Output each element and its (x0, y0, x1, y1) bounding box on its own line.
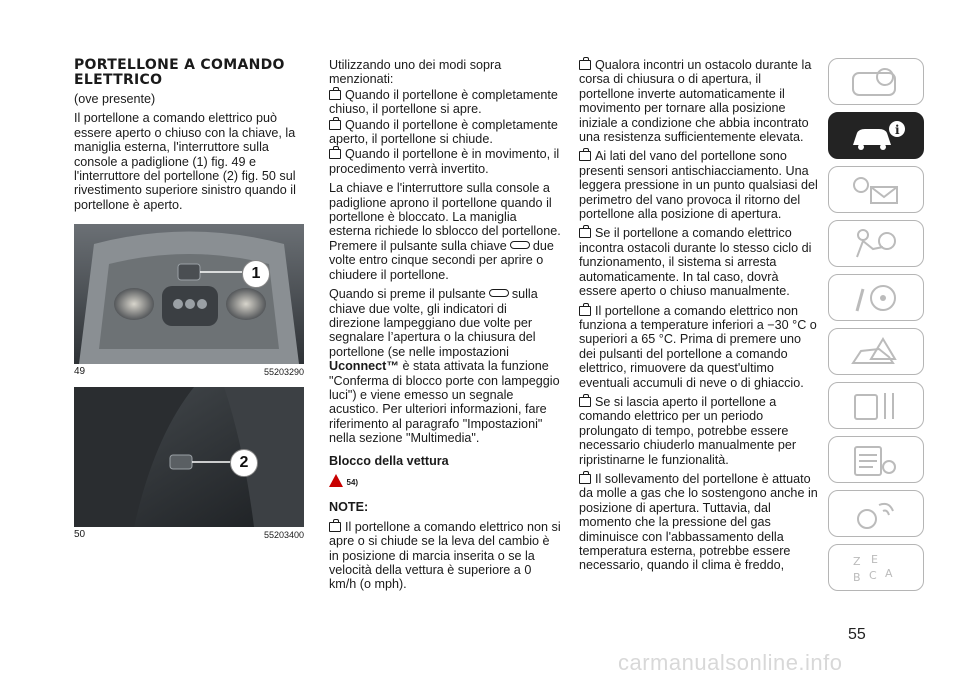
tab-emergency[interactable] (828, 328, 924, 375)
svg-text:E: E (871, 553, 878, 566)
tab-warning-lights[interactable] (828, 166, 924, 213)
callout-2: 2 (230, 449, 258, 477)
figure-code: 55203290 (263, 367, 304, 378)
callout-1: 1 (242, 260, 270, 288)
heading-lock: Blocco della vettura (329, 453, 449, 468)
figure-number: 49 (74, 366, 86, 378)
note-paragraph: Il portellone a comando elettrico non si apre o si chiude se la leva del cambio è in posizione di marcia inserita o se la velocità della vettura è superiore a 0 km/h (o mph). (329, 519, 561, 592)
section-title: PORTELLONE A COMANDO ELETTRICO (74, 57, 285, 88)
bullet-icon (579, 474, 591, 484)
list-item: Quando il portellone è completamente chiuso, il portellone si apre. (329, 87, 558, 117)
warning-lights-icon (849, 173, 905, 207)
watermark: carmanualsonline.info (618, 650, 843, 675)
overhead-console-photo (74, 224, 304, 364)
chapter-tabs (828, 58, 926, 598)
paragraph-key: La chiave e l'interruttore sulla console a padiglione aprono il portellone quando il portellone è bloccato. La maniglia esterna richiede lo sblocco del portellone. Premere il pulsante sulla chiave due volte entro cinque secondi per aprire o chiudere il portellone. (329, 181, 561, 282)
column-middle (329, 58, 561, 597)
car-info-icon (849, 119, 905, 153)
list-item: Se si lascia aperto il portellone a comando elettrico per un periodo prolungato di tempo, potrebbe essere necessario chiuderlo manualmente per ripristinarne le funzionalità. (579, 394, 797, 467)
tab-service-tools[interactable] (828, 382, 924, 429)
svg-text:B: B (853, 571, 861, 584)
steering-wheel-icon (849, 281, 905, 315)
section-subtitle: (ove presente) (74, 92, 156, 106)
multimedia-icon (849, 497, 905, 531)
key-unlock-icon (489, 289, 509, 297)
list-item: Quando il portellone è completamente aperto, il portellone si chiude. (329, 117, 558, 147)
tab-index[interactable] (828, 544, 924, 591)
figure-overhead-console (74, 224, 304, 364)
list-item: Se il portellone a comando elettrico incontra ostacoli durante lo stesso ciclo di funzionamento, il sistema si arresta automaticamente. In tal caso, dovrà essere aperto o chiuso manualmente. (579, 226, 812, 299)
column-right (579, 58, 819, 578)
bullet-icon (329, 522, 341, 532)
list-item: Il portellone a comando elettrico non funziona a temperature inferiori a −30 °C o superiori a 65 °C. Prima di premere uno dei pulsanti del portellone a comando elettrico, rimuovere da quest'ultimo eventuali accumuli di neve o di ghiaccio. (579, 303, 817, 390)
list-item: Il sollevamento del portellone è attuato da molle a gas che lo sostengono anche in posizione di apertura. Tuttavia, dal momento che la pressione del gas diminuisce con l'abbassamento della temperatura esterna, potrebbe essere necessario, quando il clima è freddo, (579, 471, 818, 573)
lead-paragraph: Utilizzando uno dei modi sopra menzionati: (329, 58, 502, 87)
bullet-icon (579, 151, 591, 161)
figure-number: 50 (74, 529, 86, 541)
tab-multimedia[interactable] (828, 490, 924, 537)
tab-airbag-safety[interactable] (828, 220, 924, 267)
paragraph-indicators: Quando si preme il pulsante sulla chiave due volte, gli indicatori di direzione lampeggiano due volte per segnalare l’apertura o la chiusura del portellone (se nelle impostazioni Uconnect™ è stata attivata la funzione "Conferma di blocco porte con lampeggio luci") e viene emesso un segnale acustico. Per ulteriori informazioni, fare riferimento al paragrafo "Impostazioni" nella sezione "Multimedia". (329, 287, 560, 446)
warning-icon (329, 474, 343, 487)
tab-steering-wheel[interactable] (828, 274, 924, 321)
emergency-icon (849, 335, 905, 369)
list-item: Qualora incontri un ostacolo durante la corsa di chiusura o di apertura, il portellone inverte automaticamente il movimento per tornare alla posizione iniziale a condizione che abbia incontrato una resistenza sufficientemente elevata. (579, 58, 812, 145)
key-unlock-icon (510, 241, 530, 249)
bullet-icon (579, 228, 591, 238)
service-tools-icon (849, 389, 905, 423)
tab-specifications[interactable] (828, 436, 924, 483)
column-left (74, 58, 304, 540)
airbag-safety-icon (849, 227, 905, 261)
warning-ref: 54) (329, 474, 561, 490)
figure-liftgate-switch (74, 387, 304, 527)
figure-caption-50 (74, 530, 304, 540)
svg-text:i: i (895, 123, 900, 137)
bullet-icon (579, 306, 591, 316)
note-label: NOTE: (329, 500, 369, 515)
svg-text:A: A (885, 567, 893, 580)
bullet-icon (579, 60, 591, 70)
bullet-icon (329, 90, 341, 100)
svg-text:Z: Z (853, 555, 861, 568)
figure-code: 55203400 (263, 530, 304, 541)
page-number: 55 (848, 626, 866, 643)
figure-caption-49 (74, 367, 304, 377)
index-icon (849, 551, 905, 585)
tab-car-info[interactable] (828, 112, 924, 159)
list-item: Ai lati del vano del portellone sono presenti sensori antischiacciamento. Una leggera pressione in un punto qualsiasi del perimetro del vano provoca il ritorno del portellone alla posizione di apertura. (579, 149, 818, 222)
bullet-icon (329, 120, 341, 130)
intro-paragraph: Il portellone a comando elettrico può essere aperto o chiuso con la chiave, la maniglia esterna, l'interruttore sulla console a padiglione (1) fig. 49 e l'interruttore del portellone (2) fig. 50 sul rivestimento superiore sinistro quando il portellone è aperto. (74, 111, 296, 212)
tab-dashboard[interactable] (828, 58, 924, 105)
bullet-icon (329, 149, 341, 159)
liftgate-switch-photo (74, 387, 304, 527)
svg-text:C: C (869, 569, 877, 582)
specifications-icon (849, 443, 905, 477)
bullet-icon (579, 397, 591, 407)
dashboard-icon (849, 65, 905, 99)
list-item: Quando il portellone è in movimento, il procedimento verrà invertito. (329, 147, 560, 176)
